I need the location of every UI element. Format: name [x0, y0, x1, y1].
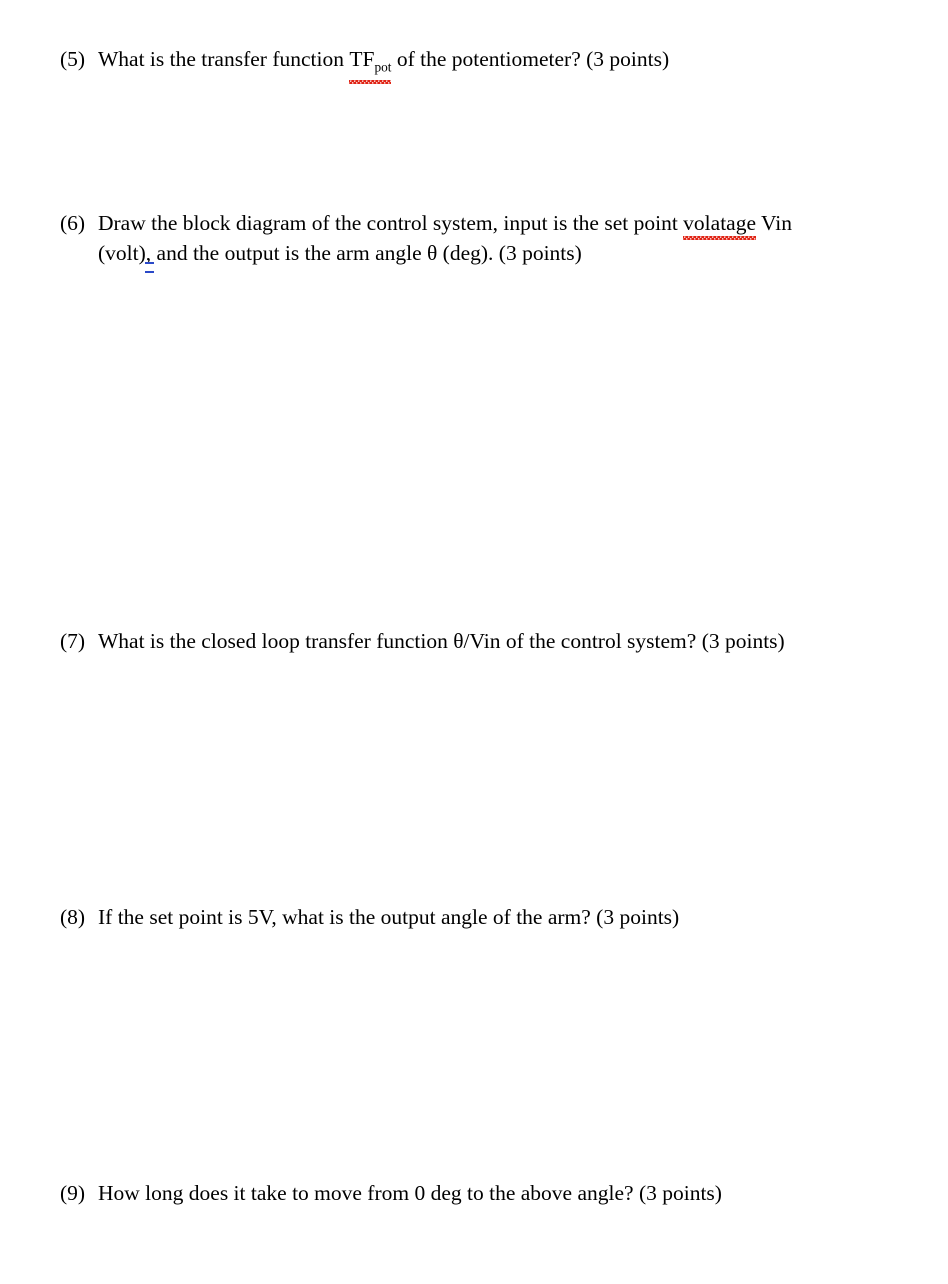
- answer-space-7[interactable]: [60, 662, 888, 898]
- question-6-line-2: [98, 238, 910, 268]
- question-text-5: [98, 44, 910, 82]
- question-text-8: [98, 902, 910, 932]
- question-item-8: [60, 902, 910, 932]
- question-text-6: [98, 208, 910, 268]
- q6-seg-3: Vin: [756, 211, 792, 235]
- question-number-7: (7): [60, 629, 86, 653]
- question-text-7: [98, 626, 920, 656]
- question-7-line-1: What is the closed loop transfer function θ/Vin of the control system? (3 points): [98, 629, 785, 653]
- question-item-5: [60, 44, 910, 82]
- q6-volatage-misspelling: volatage: [683, 208, 756, 238]
- q5-tf-subscript: pot: [374, 59, 392, 75]
- answer-space-5[interactable]: [60, 80, 888, 204]
- q6-seg-1: Draw the block diagram of the control system, input is the set point: [98, 211, 684, 235]
- q6-seg-4: (volt): [98, 241, 146, 265]
- question-number-6: (6): [60, 211, 86, 235]
- q5-tf-base: TF: [349, 47, 375, 71]
- answer-space-6[interactable]: [60, 274, 888, 622]
- question-item-6: [60, 208, 910, 268]
- q5-tf-pot-misspelling: [349, 44, 391, 82]
- question-number-8: (8): [60, 905, 86, 929]
- question-8-line-1: If the set point is 5V, what is the output angle of the arm? (3 points): [98, 905, 680, 929]
- q6-seg-6: and the output is the arm angle θ (deg). (3 points): [151, 241, 582, 265]
- question-item-7: [60, 626, 920, 656]
- question-text-9: [98, 1178, 910, 1208]
- q6-comma-grammar-marker: ,: [146, 238, 151, 268]
- question-6-line-1: [98, 208, 910, 238]
- q5-seg-1: What is the transfer function: [98, 47, 350, 71]
- q5-seg-3: of the potentiometer? (3 points): [391, 47, 670, 71]
- question-item-9: [60, 1178, 910, 1208]
- answer-space-8[interactable]: [60, 938, 888, 1174]
- question-number-9: (9): [60, 1181, 86, 1205]
- answer-space-9[interactable]: [60, 1214, 888, 1278]
- question-9-line-1: How long does it take to move from 0 deg to the above angle? (3 points): [98, 1181, 722, 1205]
- question-number-5: (5): [60, 47, 86, 71]
- question-5-line-1: [98, 44, 910, 82]
